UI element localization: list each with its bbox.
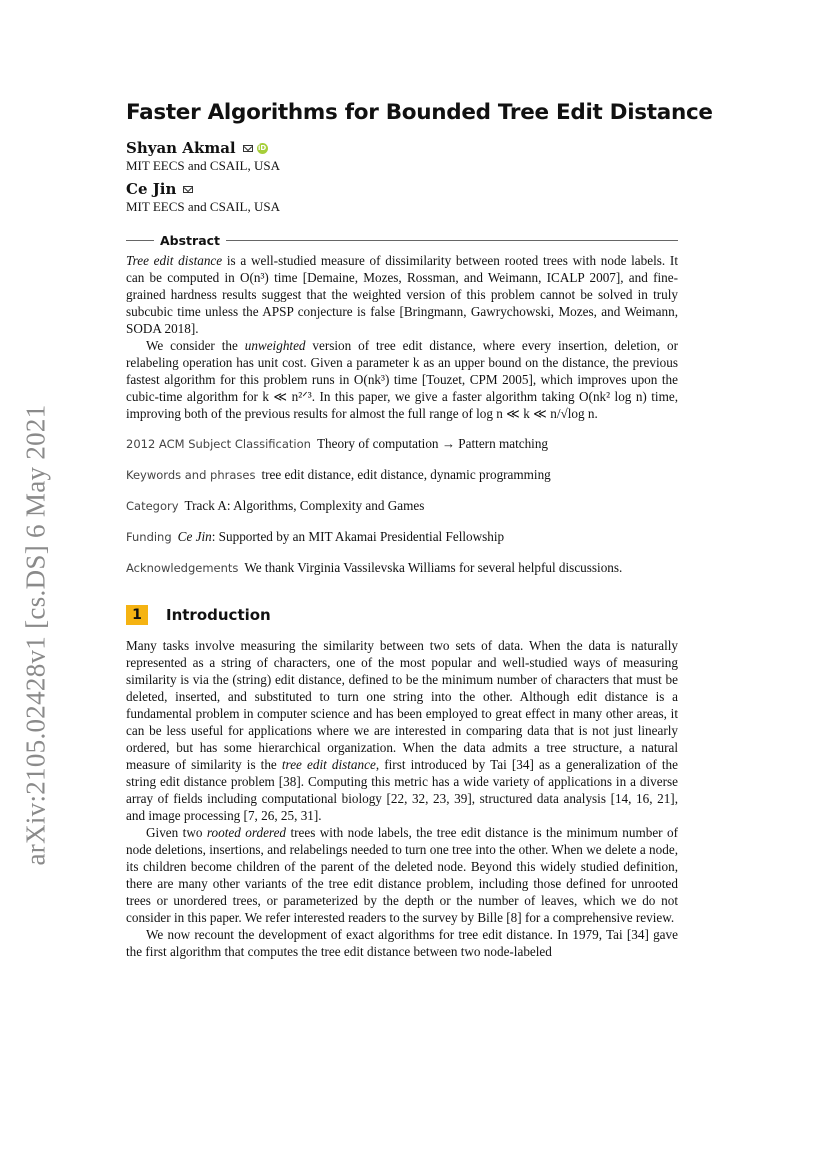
paper-title: Faster Algorithms for Bounded Tree Edit Distance [126, 100, 713, 125]
intro-paragraph-3: We now recount the development of exact algorithms for tree edit distance. In 1979, Tai [34] gave the first algorithm that computes the tree edit distance between two node-labeled [126, 927, 678, 959]
author-name: Shyan Akmal [126, 139, 236, 157]
paragraph-text: is a well-studied measure of dissimilarity between rooted trees with node labels. It can be computed in O(n³) time [Demaine, Mozes, Rossman, and Weimann, ICALP 2007], and fine-grained hardness results suggest that the weighted version of this problem cannot be solved in truly subcubic time unless the APSP conjecture is false [Bringmann, Gawrychowski, Mozes, and Weimann, SODA 2018]. [126, 253, 678, 336]
paragraph-text: , first introduced by Tai [34] as a generalization of the string edit distance problem [38]. Computing this metric has a wide variety of applications in a diverse array of fields including computational biology [22, 32, 23, 39], structured data analysis [14, 16, 21], and image processing [7, 26, 25, 31]. [126, 757, 678, 823]
section-title: Introduction [166, 606, 271, 624]
section-number: 1 [126, 605, 148, 625]
paragraph-text: version of tree edit distance, where every insertion, deletion, or relabeling operation has unit cost. Given a parameter k as an upper bound on the distance, the previous fastest algorithm for this problem runs in O(nk³) time [Touzet, CPM 2005], which improves upon the cubic-time algorithm for k ≪ n²ᐟ³. In this paper, we give a faster algorithm taking O(nk² log n) time, improving both of the previous results for almost the full range of log n ≪ k ≪ n/√log n. [126, 338, 679, 421]
orcid-icon[interactable]: iD [258, 144, 267, 152]
paper-page [126, 100, 713, 960]
meta-value-em: Ce Jin [177, 529, 212, 544]
arxiv-sidebar [14, 375, 58, 895]
meta-value: We thank Virginia Vassilevska Williams for several helpful discussions. [244, 560, 623, 575]
abstract-paragraph-1 [126, 252, 678, 337]
emphasis: tree edit distance [281, 757, 376, 772]
abstract-paragraph-2 [126, 337, 678, 422]
meta-key: Funding [126, 530, 172, 544]
paragraph-text: We consider the [146, 338, 245, 353]
acknowledgements [126, 559, 678, 577]
meta-value: : Supported by an MIT Akamai Presidential Fellowship [211, 529, 505, 544]
section-heading [126, 605, 678, 625]
meta-value: Theory of computation → Pattern matching [316, 436, 549, 451]
keywords [126, 466, 678, 484]
author-affiliation: MIT EECS and CSAIL, USA [126, 199, 280, 214]
intro-paragraph-1 [126, 637, 678, 824]
abstract-heading [126, 233, 678, 248]
paragraph-text: Many tasks involve measuring the similarity between two sets of data. When the data is naturally represented as a string of characters, one of the most popular and well-studied ways of measuring similarity is via the (string) edit distance, defined to be the minimum number of characters that must be deleted, inserted, and substituted to turn one string into the other. Although edit distance is a fundamental problem in computer science and has been employed to great effect in many other areas, it can be less useful for applications where we are interested in comparing data that is not just linearly ordered, but has some hierarchical organization. When the data admits a tree structure, a natural measure of similarity is the [126, 638, 678, 772]
meta-value: Track A: Algorithms, Complexity and Games [184, 498, 425, 513]
meta-key: 2012 ACM Subject Classification [126, 437, 311, 451]
arxiv-identifier: arXiv:2105.02428v1 [cs.DS] 6 May 2021 [20, 404, 51, 866]
intro-paragraph-2 [126, 824, 678, 926]
funding [126, 528, 678, 546]
emphasis: rooted ordered [206, 825, 287, 840]
acm-classification [126, 435, 678, 453]
category [126, 497, 678, 515]
meta-key: Keywords and phrases [126, 468, 256, 482]
email-icon[interactable] [243, 145, 253, 152]
author-affiliation: MIT EECS and CSAIL, USA [126, 158, 280, 173]
emphasis: Tree edit distance [126, 253, 223, 268]
paragraph-text: trees with node labels, the tree edit distance is the minimum number of node deletions, insertions, and relabelings needed to turn one tree into the other. When we delete a node, its children become children of the parent of the deleted node. Beyond this widely studied definition, there are many other variants of the tree edit distance problem, including those defined for unrooted trees or unordered trees, or parameterized by the depth or the number of leaves, which we do not consider in this paper. We refer interested readers to the survey by Bille [8] for a comprehensive review. [126, 825, 678, 925]
abstract-label: Abstract [160, 233, 221, 248]
author-block-1 [126, 139, 678, 174]
meta-value: tree edit distance, edit distance, dynamic programming [261, 467, 551, 482]
meta-key: Acknowledgements [126, 561, 239, 575]
email-icon[interactable] [183, 186, 193, 193]
divider [226, 240, 678, 241]
author-block-2 [126, 180, 678, 215]
meta-key: Category [126, 499, 179, 513]
author-name: Ce Jin [126, 180, 177, 198]
emphasis: unweighted [244, 338, 306, 353]
divider [126, 240, 154, 241]
paragraph-text: Given two [146, 825, 207, 840]
